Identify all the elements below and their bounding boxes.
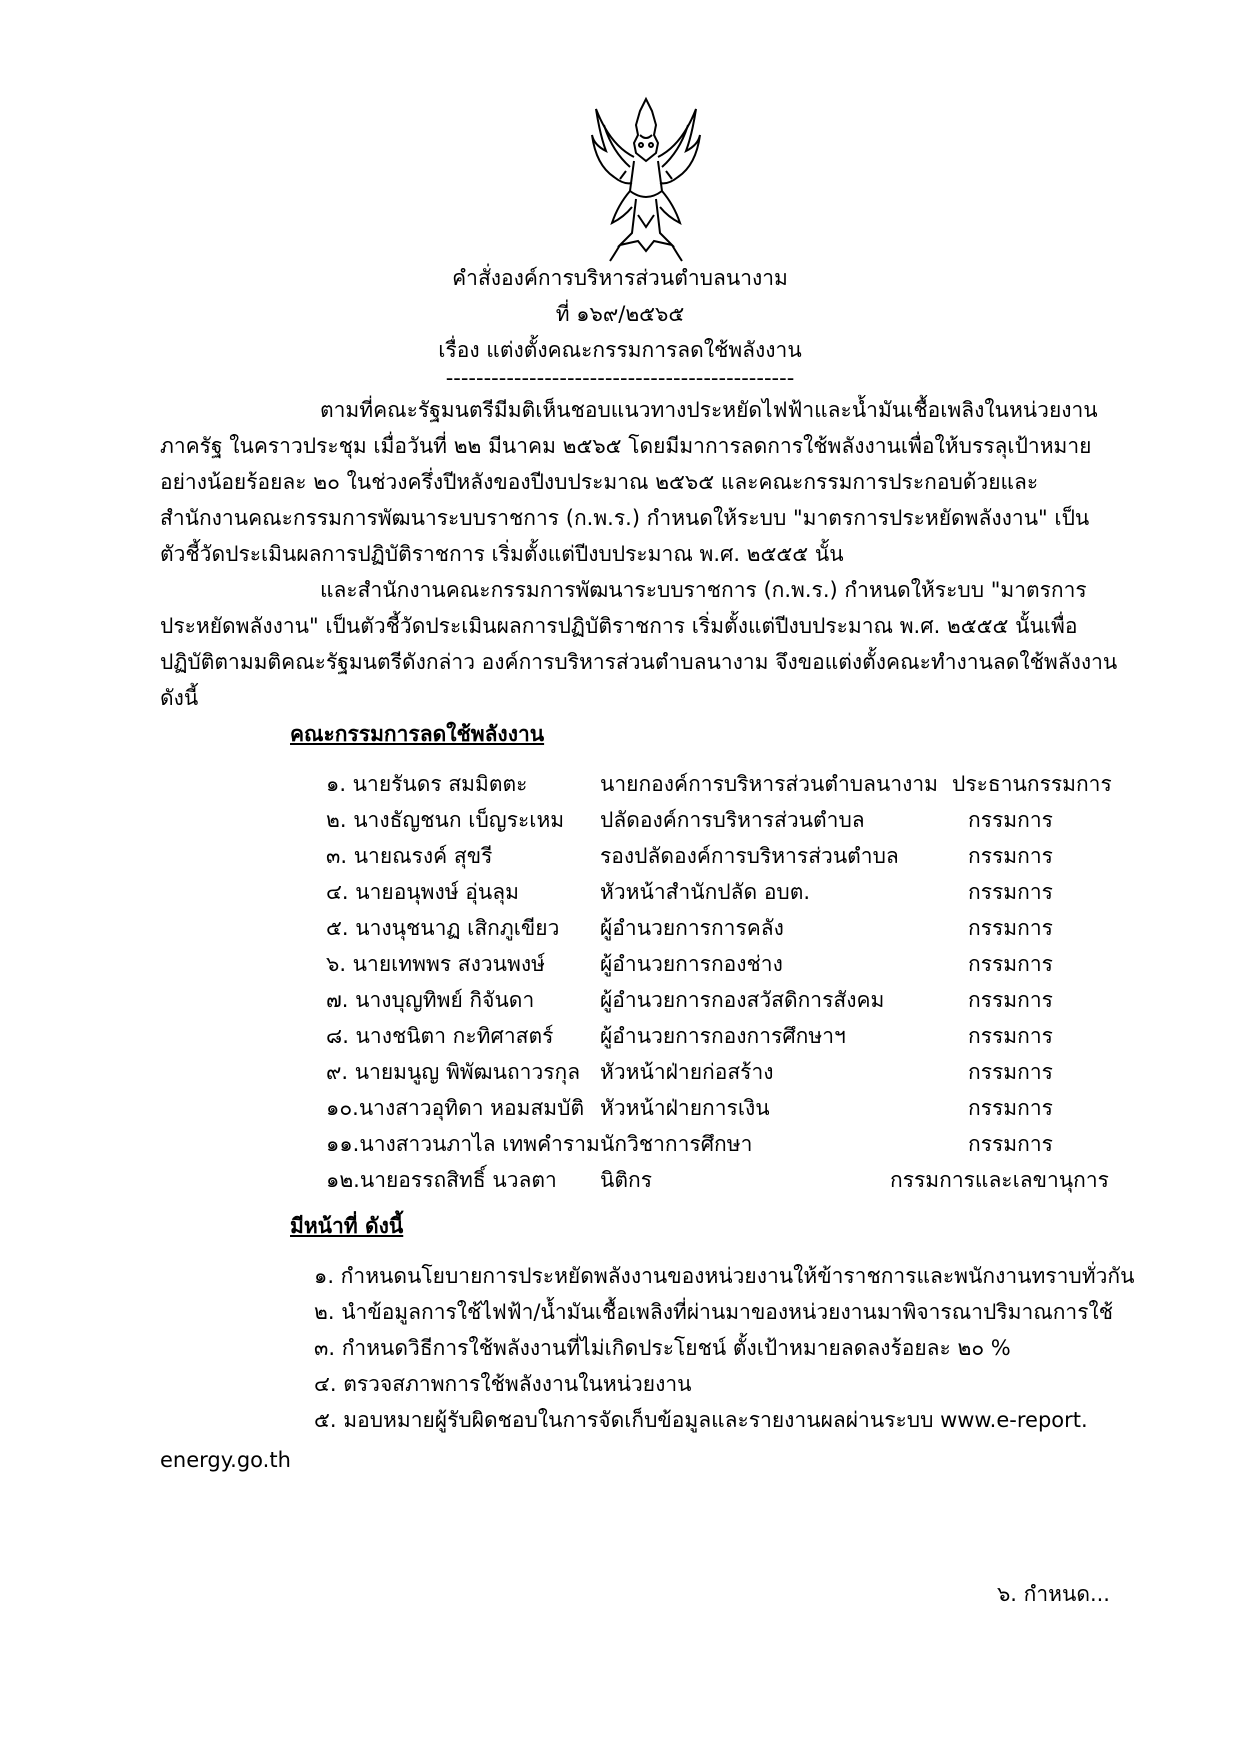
para1-line: ตามที่คณะรัฐมนตรีมีมติเห็นชอบแนวทางประหยัดไฟฟ้าและน้ำมันเชื้อเพลิงในหน่วยงาน — [320, 398, 1098, 422]
separator-line: ---------------------------------------------- — [445, 366, 795, 390]
member-name: ๑๐.นางสาวอุทิดา หอมสมบัติ — [326, 1096, 585, 1120]
para2-line: และสำนักงานคณะกรรมการพัฒนาระบบราชการ (ก.พ.ร.) กำหนดให้ระบบ "มาตรการ — [320, 578, 1087, 602]
member-position: นายกองค์การบริหารส่วนตำบลนางาม — [600, 772, 939, 796]
order-number: ที่ ๑๖๙/๒๕๖๕ — [555, 302, 685, 326]
member-name: ๖. นายเทพพร สงวนพงษ์ — [326, 952, 545, 976]
order-title: คำสั่งองค์การบริหารส่วนตำบลนางาม — [452, 266, 788, 290]
duty-item-continuation: energy.go.th — [160, 1448, 291, 1472]
member-position: รองปลัดองค์การบริหารส่วนตำบล — [600, 844, 899, 868]
duty-item: ๓. กำหนดวิธีการใช้พลังงานที่ไม่เกิดประโยชน์ ตั้งเป้าหมายลดลงร้อยละ ๒๐ % — [314, 1336, 1011, 1360]
para1-line: ตัวชี้วัดประเมินผลการปฏิบัติราชการ เริ่มตั้งแต่ปีงบประมาณ พ.ศ. ๒๕๕๕ นั้น — [160, 542, 844, 566]
member-role: กรรมการ — [968, 1096, 1053, 1120]
member-role: กรรมการ — [968, 1024, 1053, 1048]
member-name: ๕. นางนุชนาฏ เสิกภูเขียว — [326, 916, 560, 940]
page-continuation: ๖. กำหนด... — [996, 1582, 1110, 1606]
para1-line: อย่างน้อยร้อยละ ๒๐ ในช่วงครึ่งปีหลังของปีงบประมาณ ๒๕๖๕ และคณะกรรมการประกอบด้วยและ — [160, 470, 1039, 494]
para1-line: ภาครัฐ ในคราวประชุม เมื่อวันที่ ๒๒ มีนาคม ๒๕๖๕ โดยมีมาการลดการใช้พลังงานเพื่อให้บรรลุเป้าหมาย — [160, 434, 1092, 458]
member-position: ปลัดองค์การบริหารส่วนตำบล — [600, 808, 865, 832]
member-role: กรรมการ — [968, 952, 1053, 976]
committee-heading: คณะกรรมการลดใช้พลังงาน — [290, 722, 545, 746]
para1-line: สำนักงานคณะกรรมการพัฒนาระบบราชการ (ก.พ.ร.) กำหนดให้ระบบ "มาตรการประหยัดพลังงาน" เป็น — [160, 506, 1090, 530]
member-position: ผู้อำนวยการกองช่าง — [600, 952, 783, 976]
member-name: ๓. นายณรงค์ สุขรี — [326, 844, 493, 868]
member-role: กรรมการ — [968, 916, 1053, 940]
member-name: ๙. นายมนูญ พิพัฒนถาวรกุล — [326, 1060, 581, 1084]
member-position: ผู้อำนวยการกองสวัสดิการสังคม — [600, 988, 885, 1012]
garuda-emblem — [590, 95, 702, 265]
member-position: ผู้อำนวยการกองการศึกษาฯ — [600, 1024, 846, 1048]
member-role: กรรมการและเลขานุการ — [890, 1168, 1109, 1192]
member-position: นิติกร — [600, 1168, 652, 1192]
duty-item: ๒. นำข้อมูลการใช้ไฟฟ้า/น้ำมันเชื้อเพลิงที่ผ่านมาของหน่วยงานมาพิจารณาปริมาณการใช้ — [314, 1300, 1114, 1324]
member-role: ประธานกรรมการ — [952, 772, 1112, 796]
member-role: กรรมการ — [968, 1132, 1053, 1156]
member-position: หัวหน้าสำนักปลัด อบต. — [600, 880, 811, 904]
para2-line: ปฏิบัติตามมติคณะรัฐมนตรีดังกล่าว องค์การบริหารส่วนตำบลนางาม จึงขอแต่งตั้งคณะทำงานลดใช้พลังงาน — [160, 650, 1118, 674]
member-role: กรรมการ — [968, 1060, 1053, 1084]
subject-line: เรื่อง แต่งตั้งคณะกรรมการลดใช้พลังงาน — [438, 338, 802, 362]
member-role: กรรมการ — [968, 844, 1053, 868]
member-role: กรรมการ — [968, 808, 1053, 832]
member-name: ๒. นางธัญชนก เบ็ญระเหม — [326, 808, 565, 832]
member-role: กรรมการ — [968, 988, 1053, 1012]
duty-item: ๔. ตรวจสภาพการใช้พลังงานในหน่วยงาน — [314, 1372, 692, 1396]
member-position: หัวหน้าฝ่ายการเงิน — [600, 1096, 770, 1120]
member-position: ผู้อำนวยการการคลัง — [600, 916, 784, 940]
member-name: ๔. นายอนุพงษ์ อุ่นลุม — [326, 880, 519, 904]
member-role: กรรมการ — [968, 880, 1053, 904]
para2-line: ประหยัดพลังงาน" เป็นตัวชี้วัดประเมินผลการปฏิบัติราชการ เริ่มตั้งแต่ปีงบประมาณ พ.ศ. ๒๕๕๕ นั้นเพื่อ — [160, 614, 1078, 638]
member-position: นักวิชาการศึกษา — [600, 1132, 753, 1156]
member-name: ๑๒.นายอรรถสิทธิ์ นวลตา — [326, 1168, 557, 1192]
duty-item: ๑. กำหนดนโยบายการประหยัดพลังงานของหน่วยงานให้ข้าราชการและพนักงานทราบทั่วกัน — [314, 1264, 1135, 1288]
member-name: ๑. นายรันดร สมมิตตะ — [326, 772, 528, 796]
member-name: ๑๑.นางสาวนภาไล เทพคำราม — [326, 1132, 600, 1156]
duty-item: ๕. มอบหมายผู้รับผิดชอบในการจัดเก็บข้อมูลและรายงานผลผ่านระบบ www.e-report. — [314, 1408, 1088, 1432]
duties-heading: มีหน้าที่ ดังนี้ — [290, 1214, 404, 1238]
member-position: หัวหน้าฝ่ายก่อสร้าง — [600, 1060, 774, 1084]
member-name: ๗. นางบุญทิพย์ กิจันดา — [326, 988, 535, 1012]
para2-line: ดังนี้ — [160, 686, 199, 710]
member-name: ๘. นางชนิตา กะทิศาสตร์ — [326, 1024, 554, 1048]
